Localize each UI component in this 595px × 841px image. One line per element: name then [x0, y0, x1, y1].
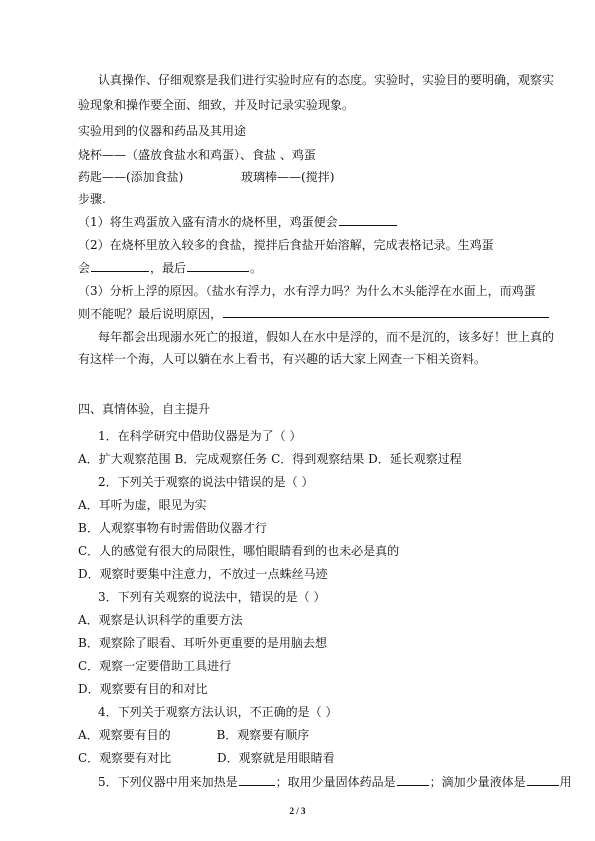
question-3-option-d: [0, 681, 595, 697]
step-2-line-2: [0, 259, 595, 276]
question-4-options-cd: [0, 750, 595, 766]
question-1-options-text: A．扩大观察范围 B．完成观察任务 C．得到观察结果 D．延长观察过程: [78, 452, 462, 466]
materials-line-1-text: 烧杯——（盛放食盐水和鸡蛋）、食盐 、鸡蛋: [78, 148, 316, 162]
answer-blank[interactable]: [527, 773, 559, 786]
option-text: C．观察要有对比 D．观察就是用眼睛看: [78, 751, 335, 765]
option-text: A．观察是认识科学的重要方法: [78, 613, 243, 627]
step-3-line-2: [0, 305, 595, 322]
question-4-options-ab: [0, 727, 595, 743]
question-1-text: 1．在科学研究中借助仪器是为了（ ）: [98, 429, 302, 443]
intro-text-1: 认真操作、仔细观察是我们进行实验时应有的态度。实验时，实验目的要明确，观察实: [98, 73, 555, 87]
step-2-line-1: [0, 237, 595, 253]
answer-blank[interactable]: [223, 305, 549, 318]
option-text: B．观察除了眼看、耳听外更重要的是用脑去想: [78, 636, 327, 650]
step-2-text-2c: 。: [250, 261, 263, 275]
step-2-text-1: （2）在烧杯里放入较多的食盐，搅拌后食盐开始溶解，完成表格记录。生鸡蛋: [78, 238, 494, 252]
option-text: A．耳听为虚，眼见为实: [78, 498, 207, 512]
materials-title-text: 实验用到的仪器和药品及其用途: [78, 124, 247, 138]
step-3-text-1: （3）分析上浮的原因。（盐水有浮力，水有浮力吗？为什么木头能浮在水面上，而鸡蛋: [78, 284, 536, 298]
question-2: [0, 474, 595, 490]
news-line-1: [0, 329, 595, 345]
answer-blank[interactable]: [397, 773, 429, 786]
answer-blank[interactable]: [239, 773, 275, 786]
intro-line-1: [0, 72, 595, 88]
step-2-text-2a: 会: [78, 261, 91, 275]
question-2-option-c: [0, 543, 595, 559]
materials-line-1: [0, 147, 595, 163]
question-5-text-b: ；取用少量固体药品是: [275, 775, 396, 789]
step-1-text: （1）将生鸡蛋放入盛有清水的烧杯里，鸡蛋便会: [78, 215, 338, 229]
news-text-2: 有这样一个海，人可以躺在水上看书，有兴趣的话大家上网查一下相关资料。: [78, 352, 487, 366]
question-1-options: [0, 451, 595, 467]
intro-text-2: 验现象和操作要全面、细致，并及时记录实验现象。: [78, 98, 355, 112]
question-5: [0, 773, 595, 790]
step-3-line-1: [0, 283, 595, 299]
option-text: C．人的感觉有很大的局限性，哪怕眼睛看到的也未必是真的: [78, 544, 400, 558]
question-3-option-c: [0, 658, 595, 674]
question-2-option-a: [0, 497, 595, 513]
steps-title: [0, 191, 595, 207]
question-1: [0, 428, 595, 444]
option-text: D．观察时要集中注意力，不放过一点蛛丝马迹: [78, 567, 328, 581]
steps-title-text: 步骤.: [78, 192, 106, 206]
option-text: D．观察要有目的和对比: [78, 682, 208, 696]
answer-blank[interactable]: [91, 259, 149, 272]
question-5-text-d: 用: [559, 775, 572, 789]
option-text: A．观察要有目的 B．观察要有顺序: [78, 728, 310, 742]
materials-spoon: 药匙——(添加食盐): [78, 170, 184, 184]
question-2-option-b: [0, 520, 595, 536]
question-2-option-d: [0, 566, 595, 582]
question-3: [0, 589, 595, 605]
question-4-text: 4．下列关于观察方法认识，不正确的是（ ）: [98, 705, 338, 719]
question-3-option-b: [0, 635, 595, 651]
answer-blank[interactable]: [339, 213, 397, 226]
question-4: [0, 704, 595, 720]
page-number: 2 / 3: [289, 806, 306, 816]
materials-rod: 玻璃棒——(搅拌): [241, 170, 335, 184]
question-3-text: 3．下列有关观察的说法中，错误的是（ ）: [98, 590, 326, 604]
step-3-text-2: 则不能呢？最后说明原因，: [78, 307, 223, 321]
step-2-text-2b: ，最后: [150, 261, 187, 275]
option-text: B．人观察事物有时需借助仪器才行: [78, 521, 267, 535]
question-2-text: 2．下列关于观察的说法中错误的是（ ）: [98, 475, 314, 489]
section-4-title-text: 四、真情体验，自主提升: [78, 402, 211, 416]
intro-line-2: [0, 97, 595, 113]
materials-title: [0, 123, 595, 139]
question-5-text-c: ；滴加少量液体是: [429, 775, 526, 789]
news-line-2: [0, 351, 595, 367]
option-text: C．观察一定要借助工具进行: [78, 659, 232, 673]
news-text-1: 每年都会出现溺水死亡的报道，假如人在水中是浮的，而不是沉的，该多好！世上真的: [98, 330, 555, 344]
materials-line-2: [0, 169, 595, 185]
step-1: [0, 213, 595, 230]
answer-blank[interactable]: [187, 259, 249, 272]
section-4-title: [0, 401, 595, 417]
question-5-text-a: 5．下列仪器中用来加热是: [98, 775, 238, 789]
question-3-option-a: [0, 612, 595, 628]
